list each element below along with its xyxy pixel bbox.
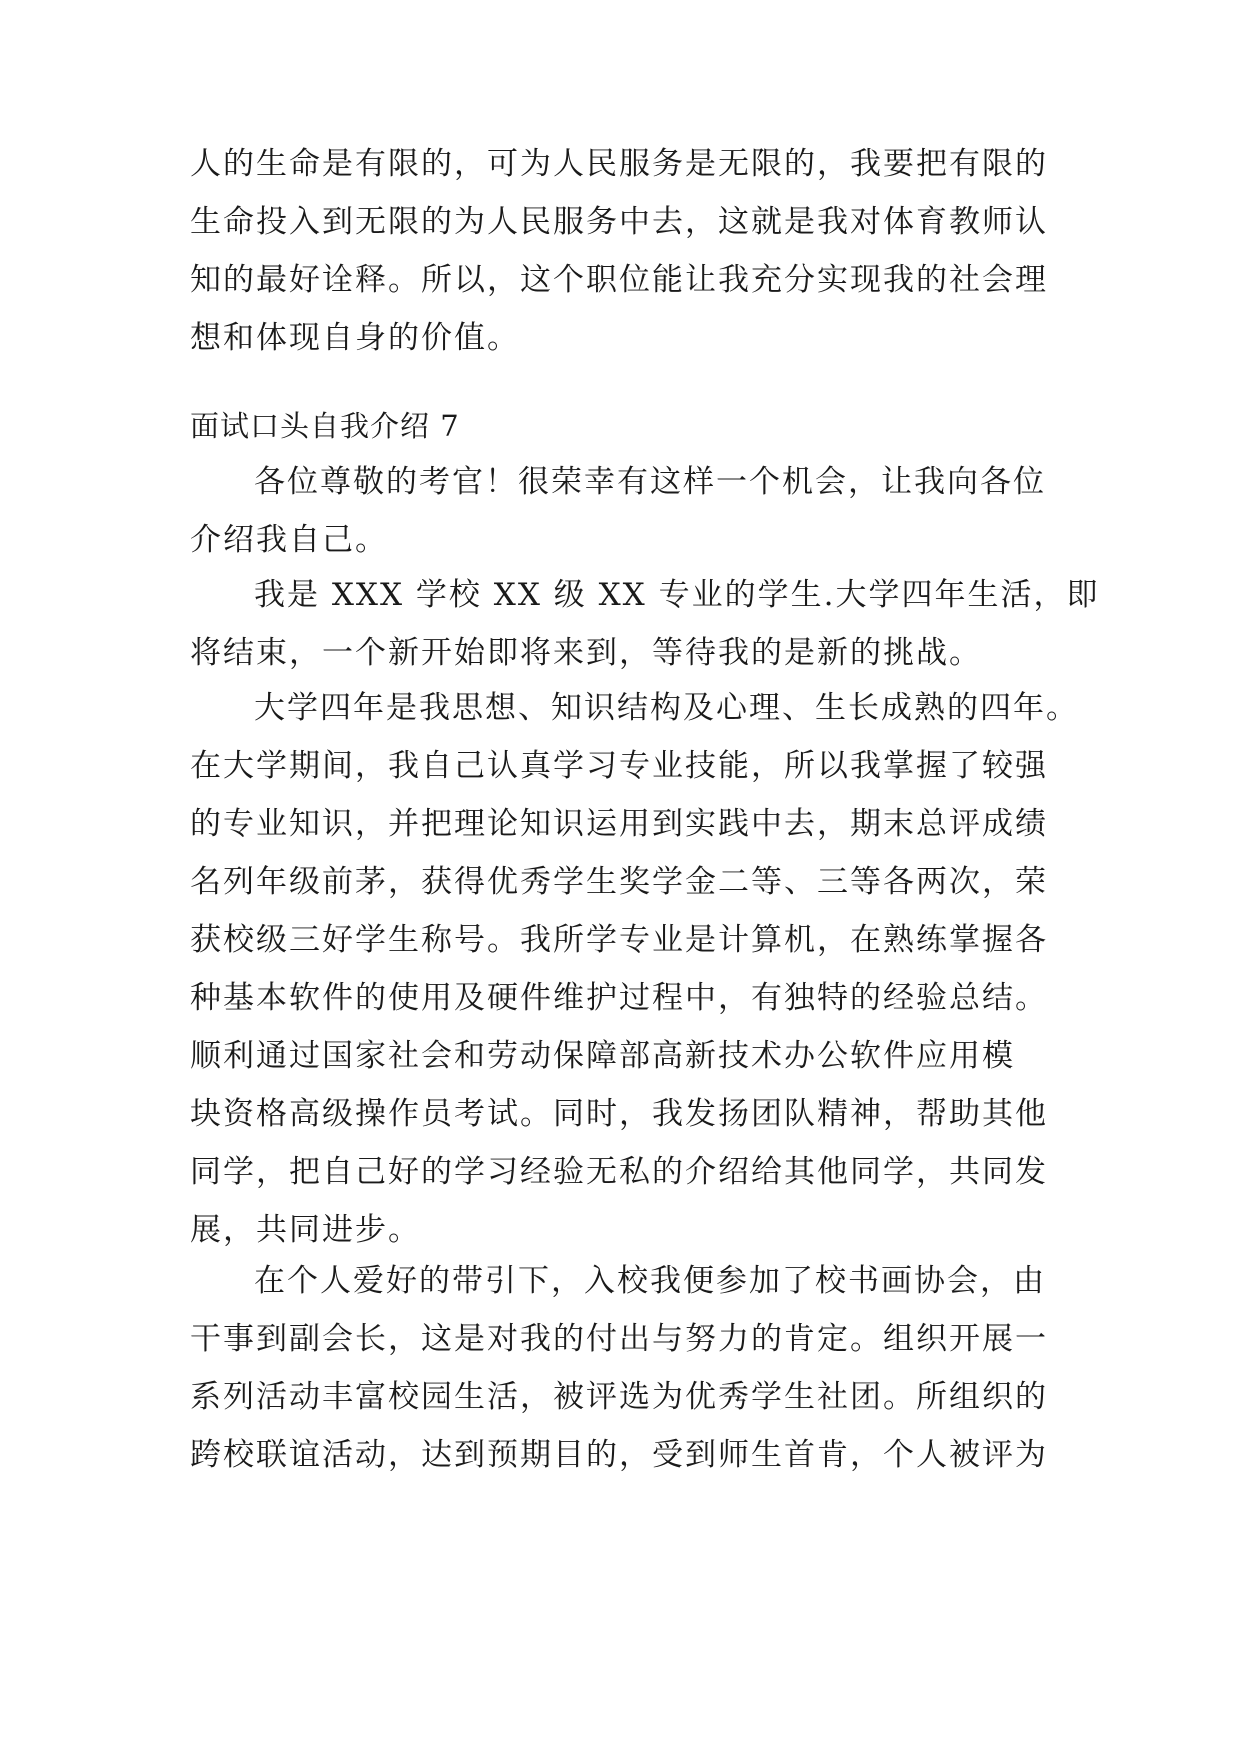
paragraph-greeting [190, 453, 1070, 569]
intro-paragraph [190, 135, 1070, 367]
text-line: 同学，把自己好的学习经验无私的介绍给其他同学，共同发 [190, 1154, 1048, 1190]
text-line: 干事到副会长，这是对我的付出与努力的肯定。组织开展一 [190, 1321, 1048, 1357]
text-line: 在个人爱好的带引下，入校我便参加了校书画协会，由 [254, 1263, 1046, 1299]
text-line: 知的最好诠释。所以，这个职位能让我充分实现我的社会理 [190, 262, 1048, 298]
paragraph-hobby [190, 1252, 1070, 1484]
text-line: 名列年级前茅，获得优秀学生奖学金二等、三等各两次，荣 [190, 864, 1048, 900]
text-line: 跨校联谊活动，达到预期目的，受到师生首肯，个人被评为 [190, 1437, 1048, 1473]
text-line: 生命投入到无限的为人民服务中去，这就是我对体育教师认 [190, 204, 1048, 240]
text-line: 的专业知识，并把理论知识运用到实践中去，期末总评成绩 [190, 806, 1048, 842]
text-line: 大学四年是我思想、知识结构及心理、生长成熟的四年。 [254, 690, 1079, 726]
paragraph-identity [190, 566, 1100, 682]
text-line: 想和体现自身的价值。 [190, 320, 520, 356]
text-line: 将结束，一个新开始即将来到，等待我的是新的挑战。 [190, 635, 982, 671]
text-line: 人的生命是有限的，可为人民服务是无限的，我要把有限的 [190, 146, 1048, 182]
text-line: 各位尊敬的考官！很荣幸有这样一个机会，让我向各位 [254, 464, 1046, 500]
text-line: 种基本软件的使用及硬件维护过程中，有独特的经验总结。 [190, 980, 1048, 1016]
text-line: 介绍我自己。 [190, 522, 388, 558]
text-line: 我是 XXX 学校 XX 级 XX 专业的学生.大学四年生活，即 [254, 577, 1100, 613]
text-line: 在大学期间，我自己认真学习专业技能，所以我掌握了较强 [190, 748, 1048, 784]
paragraph-university [190, 679, 1079, 1259]
text-line: 系列活动丰富校园生活，被评选为优秀学生社团。所组织的 [190, 1379, 1048, 1415]
section-heading-block [190, 397, 1070, 455]
text-line: 顺利通过国家社会和劳动保障部高新技术办公软件应用模 [190, 1038, 1015, 1074]
section-heading: 面试口头自我介绍 7 [190, 409, 460, 443]
text-line: 块资格高级操作员考试。同时，我发扬团队精神，帮助其他 [190, 1096, 1048, 1132]
text-line: 获校级三好学生称号。我所学专业是计算机，在熟练掌握各 [190, 922, 1048, 958]
text-line: 展，共同进步。 [190, 1212, 421, 1248]
